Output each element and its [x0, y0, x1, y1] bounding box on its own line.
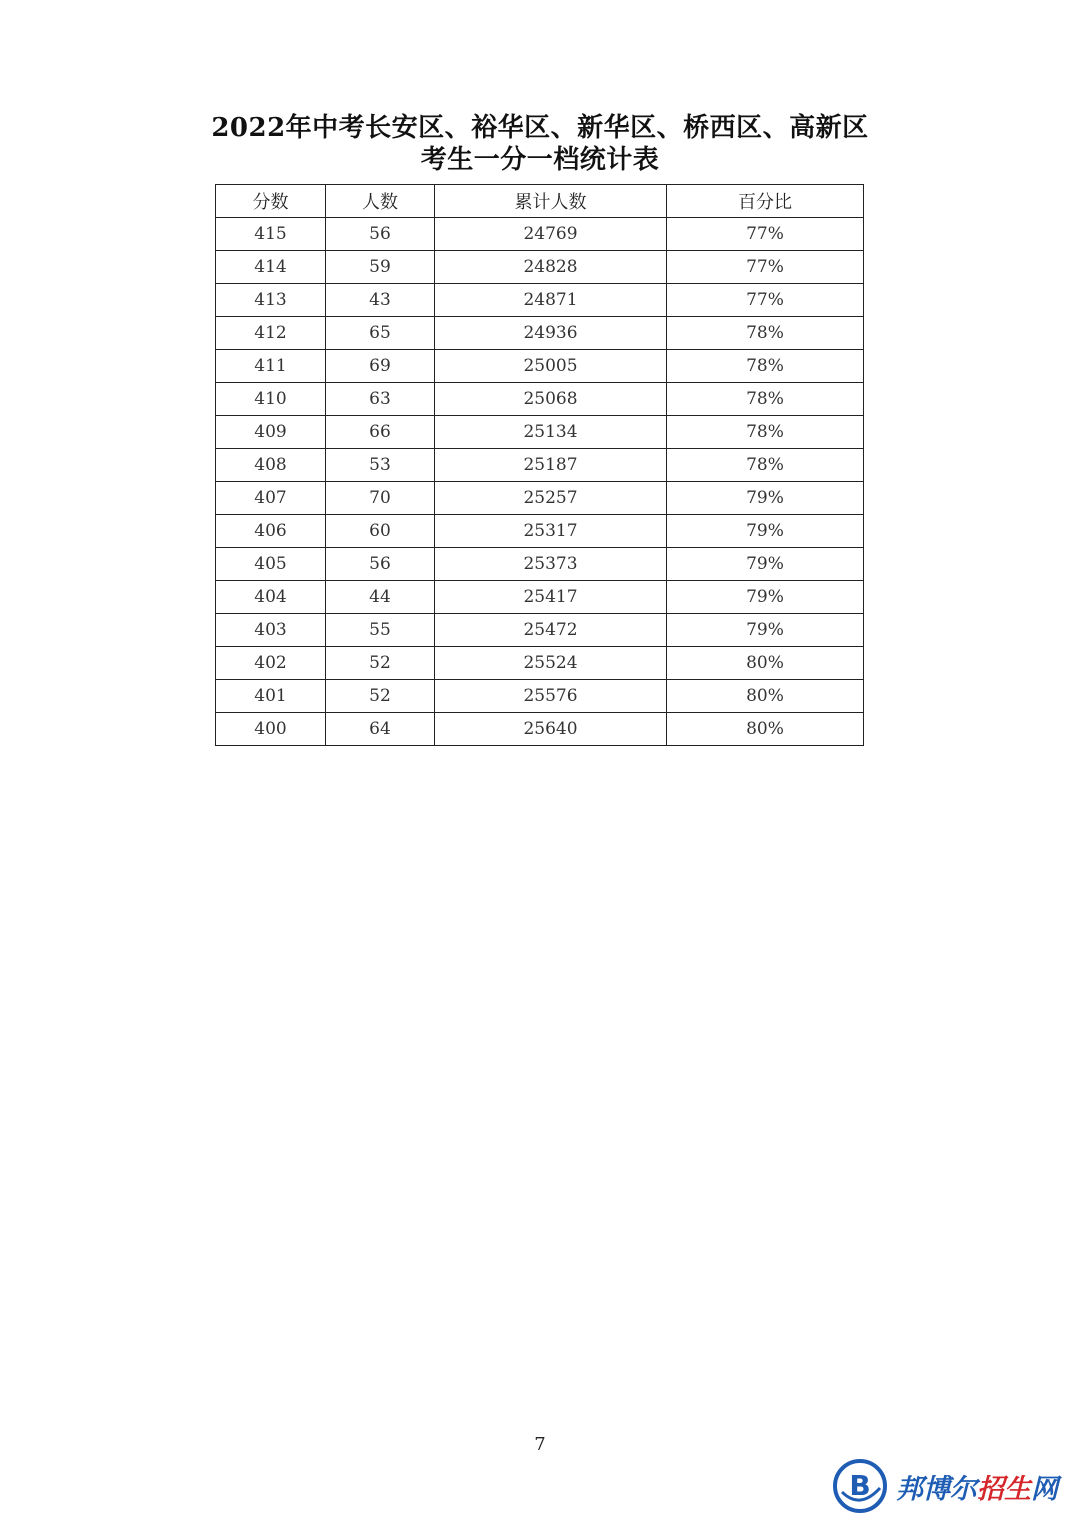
table-row: [216, 482, 864, 515]
cell-score: 401: [216, 680, 326, 713]
cell-count: 43: [326, 284, 435, 317]
cell-percent: 77%: [667, 284, 864, 317]
b-logo-icon: [832, 1458, 888, 1514]
cell-percent: 77%: [667, 218, 864, 251]
cell-score: 405: [216, 548, 326, 581]
table-row: [216, 515, 864, 548]
cell-cumulative: 24769: [435, 218, 667, 251]
cell-count: 53: [326, 449, 435, 482]
cell-score: 402: [216, 647, 326, 680]
cell-count: 44: [326, 581, 435, 614]
cell-count: 64: [326, 713, 435, 746]
watermark-text-part3: 网: [1031, 1473, 1058, 1505]
title-line-2: 考生一分一档统计表: [420, 145, 660, 175]
table-header-row: [216, 185, 864, 218]
cell-score: 400: [216, 713, 326, 746]
table-row: [216, 251, 864, 284]
cell-score: 403: [216, 614, 326, 647]
table-row: [216, 680, 864, 713]
cell-score: 410: [216, 383, 326, 416]
table-row: [216, 383, 864, 416]
header-cumulative: 累计人数: [435, 185, 667, 218]
cell-score: 413: [216, 284, 326, 317]
cell-percent: 79%: [667, 482, 864, 515]
cell-percent: 79%: [667, 515, 864, 548]
cell-percent: 80%: [667, 647, 864, 680]
cell-cumulative: 24828: [435, 251, 667, 284]
score-distribution-table: [215, 184, 864, 746]
cell-cumulative: 25134: [435, 416, 667, 449]
cell-cumulative: 25005: [435, 350, 667, 383]
cell-cumulative: 25472: [435, 614, 667, 647]
cell-count: 63: [326, 383, 435, 416]
table-row: [216, 284, 864, 317]
table-row: [216, 350, 864, 383]
table-body: [216, 218, 864, 746]
cell-percent: 78%: [667, 383, 864, 416]
cell-score: 415: [216, 218, 326, 251]
cell-percent: 78%: [667, 416, 864, 449]
cell-score: 404: [216, 581, 326, 614]
header-count: 人数: [326, 185, 435, 218]
table-row: [216, 317, 864, 350]
cell-score: 409: [216, 416, 326, 449]
cell-percent: 79%: [667, 581, 864, 614]
cell-cumulative: 24871: [435, 284, 667, 317]
cell-percent: 79%: [667, 548, 864, 581]
cell-count: 65: [326, 317, 435, 350]
page-number: 7: [534, 1434, 546, 1455]
title-line-1: 2022年中考长安区、裕华区、新华区、桥西区、高新区: [211, 113, 869, 143]
cell-cumulative: 25524: [435, 647, 667, 680]
cell-percent: 80%: [667, 713, 864, 746]
cell-cumulative: 25373: [435, 548, 667, 581]
watermark: [832, 1458, 1058, 1514]
cell-count: 52: [326, 680, 435, 713]
table-row: [216, 449, 864, 482]
cell-percent: 77%: [667, 251, 864, 284]
cell-cumulative: 25187: [435, 449, 667, 482]
cell-count: 59: [326, 251, 435, 284]
watermark-text-part2: 招生: [977, 1473, 1031, 1505]
cell-cumulative: 25317: [435, 515, 667, 548]
document-title: [0, 112, 1080, 176]
cell-count: 55: [326, 614, 435, 647]
header-score: 分数: [216, 185, 326, 218]
table-row: [216, 581, 864, 614]
svg-text:B: B: [849, 1469, 871, 1502]
cell-count: 52: [326, 647, 435, 680]
cell-score: 406: [216, 515, 326, 548]
cell-cumulative: 25068: [435, 383, 667, 416]
cell-percent: 80%: [667, 680, 864, 713]
cell-cumulative: 25257: [435, 482, 667, 515]
cell-cumulative: 25417: [435, 581, 667, 614]
cell-count: 70: [326, 482, 435, 515]
cell-score: 414: [216, 251, 326, 284]
table-row: [216, 416, 864, 449]
cell-count: 56: [326, 548, 435, 581]
cell-percent: 79%: [667, 614, 864, 647]
table-row: [216, 548, 864, 581]
watermark-text: [896, 1467, 1058, 1506]
cell-percent: 78%: [667, 449, 864, 482]
cell-score: 407: [216, 482, 326, 515]
cell-score: 408: [216, 449, 326, 482]
cell-score: 411: [216, 350, 326, 383]
cell-count: 60: [326, 515, 435, 548]
cell-cumulative: 25640: [435, 713, 667, 746]
table-row: [216, 713, 864, 746]
cell-count: 66: [326, 416, 435, 449]
cell-percent: 78%: [667, 350, 864, 383]
header-percent: 百分比: [667, 185, 864, 218]
table-row: [216, 614, 864, 647]
cell-cumulative: 25576: [435, 680, 667, 713]
cell-percent: 78%: [667, 317, 864, 350]
table-row: [216, 218, 864, 251]
table-row: [216, 647, 864, 680]
cell-count: 69: [326, 350, 435, 383]
cell-score: 412: [216, 317, 326, 350]
watermark-text-part1: 邦博尔: [896, 1473, 977, 1505]
cell-count: 56: [326, 218, 435, 251]
cell-cumulative: 24936: [435, 317, 667, 350]
